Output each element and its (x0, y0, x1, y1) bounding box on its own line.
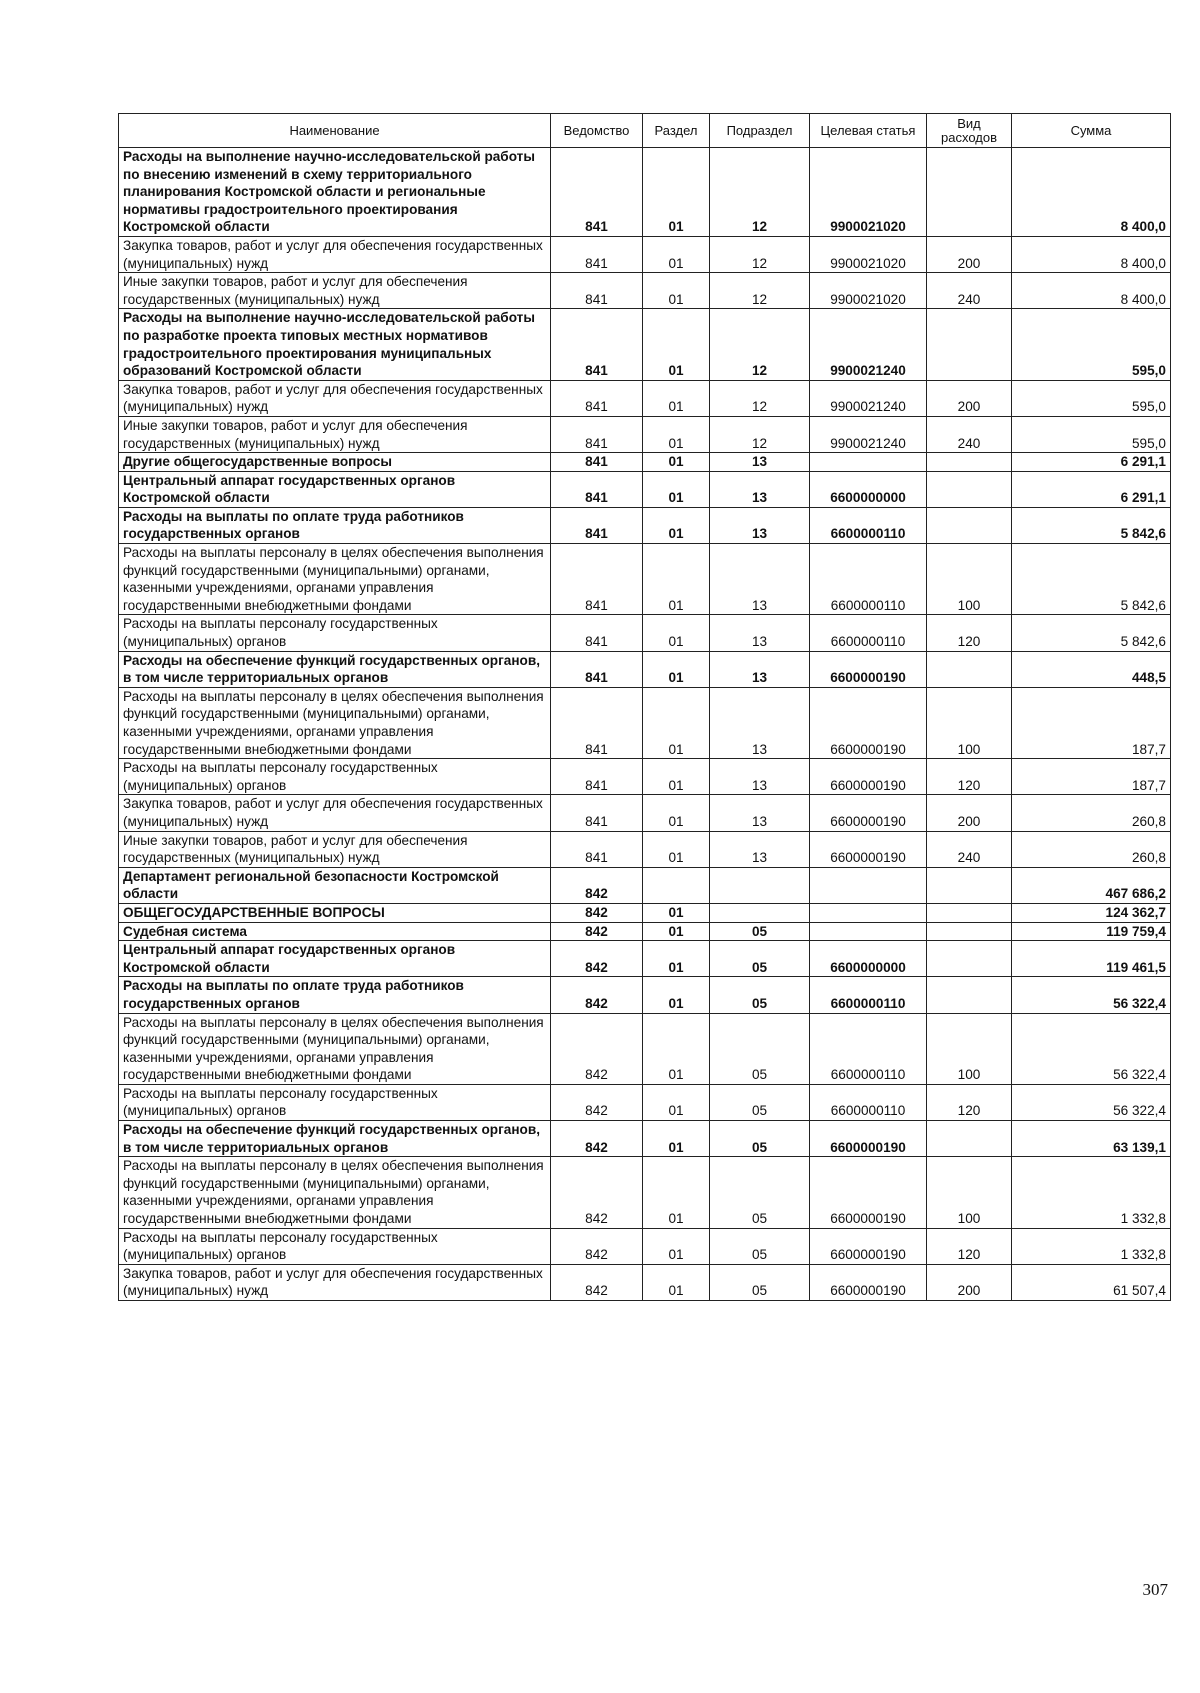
cell-vedomstvo: 841 (551, 380, 643, 416)
cell-razdel: 01 (643, 759, 710, 795)
table-row (119, 273, 1171, 309)
cell-summa: 1 332,8 (1012, 1228, 1171, 1264)
header-vid-rashodov: Вид расходов (927, 114, 1012, 148)
cell-razdel: 01 (643, 507, 710, 543)
table-row (119, 380, 1171, 416)
cell-razdel: 01 (643, 309, 710, 380)
cell-vid-rashodov: 100 (927, 544, 1012, 615)
cell-vedomstvo: 841 (551, 416, 643, 452)
cell-summa: 260,8 (1012, 795, 1171, 831)
cell-razdel: 01 (643, 1157, 710, 1228)
cell-summa: 595,0 (1012, 309, 1171, 380)
cell-name: Иные закупки товаров, работ и услуг для обеспечения государственных (муниципальных) нужд (119, 416, 551, 452)
cell-vid-rashodov (927, 1121, 1012, 1157)
cell-celevaya-statya: 6600000190 (810, 1121, 927, 1157)
cell-podrazdel: 12 (710, 148, 810, 237)
cell-vid-rashodov: 120 (927, 1084, 1012, 1120)
cell-razdel: 01 (643, 651, 710, 687)
cell-celevaya-statya: 9900021020 (810, 273, 927, 309)
cell-name: Расходы на выполнение научно-исследовательской работы по разработке проекта типовых местных нормативов градостроительного проектирования муниципальных образований Костромской области (119, 309, 551, 380)
cell-celevaya-statya: 6600000190 (810, 687, 927, 758)
cell-vid-rashodov: 100 (927, 687, 1012, 758)
cell-name: Центральный аппарат государственных органов Костромской области (119, 941, 551, 977)
cell-name: Закупка товаров, работ и услуг для обеспечения государственных (муниципальных) нужд (119, 1264, 551, 1300)
cell-podrazdel: 13 (710, 615, 810, 651)
cell-name: Департамент региональной безопасности Костромской области (119, 867, 551, 903)
table-row (119, 687, 1171, 758)
table-row (119, 922, 1171, 941)
cell-vedomstvo: 842 (551, 903, 643, 922)
cell-name: Расходы на выплаты персоналу государственных (муниципальных) органов (119, 759, 551, 795)
cell-vedomstvo: 841 (551, 507, 643, 543)
table-row (119, 309, 1171, 380)
cell-celevaya-statya: 6600000190 (810, 1264, 927, 1300)
header-razdel: Раздел (643, 114, 710, 148)
table-row (119, 941, 1171, 977)
table-row (119, 615, 1171, 651)
header-vedomstvo: Ведомство (551, 114, 643, 148)
cell-summa: 63 139,1 (1012, 1121, 1171, 1157)
cell-podrazdel: 13 (710, 831, 810, 867)
cell-podrazdel: 12 (710, 236, 810, 272)
cell-celevaya-statya: 6600000190 (810, 759, 927, 795)
cell-name: Иные закупки товаров, работ и услуг для обеспечения государственных (муниципальных) нужд (119, 273, 551, 309)
table-row (119, 148, 1171, 237)
cell-summa: 260,8 (1012, 831, 1171, 867)
cell-vedomstvo: 841 (551, 471, 643, 507)
cell-celevaya-statya: 6600000110 (810, 977, 927, 1013)
cell-podrazdel (710, 903, 810, 922)
cell-vid-rashodov (927, 453, 1012, 472)
cell-vid-rashodov: 120 (927, 615, 1012, 651)
table-row (119, 1264, 1171, 1300)
cell-podrazdel: 13 (710, 507, 810, 543)
cell-vid-rashodov: 200 (927, 380, 1012, 416)
cell-summa: 119 759,4 (1012, 922, 1171, 941)
cell-summa: 56 322,4 (1012, 1084, 1171, 1120)
cell-vedomstvo: 841 (551, 453, 643, 472)
cell-celevaya-statya: 6600000190 (810, 651, 927, 687)
cell-podrazdel: 05 (710, 1228, 810, 1264)
cell-celevaya-statya: 9900021020 (810, 236, 927, 272)
cell-summa: 6 291,1 (1012, 471, 1171, 507)
cell-celevaya-statya (810, 867, 927, 903)
table-row (119, 1228, 1171, 1264)
cell-summa: 595,0 (1012, 416, 1171, 452)
cell-podrazdel: 13 (710, 544, 810, 615)
cell-vedomstvo: 842 (551, 1121, 643, 1157)
cell-razdel: 01 (643, 380, 710, 416)
cell-vedomstvo: 842 (551, 977, 643, 1013)
cell-name: Другие общегосударственные вопросы (119, 453, 551, 472)
cell-summa: 5 842,6 (1012, 544, 1171, 615)
cell-razdel: 01 (643, 544, 710, 615)
cell-vedomstvo: 842 (551, 1157, 643, 1228)
cell-summa: 8 400,0 (1012, 236, 1171, 272)
table-row (119, 759, 1171, 795)
cell-razdel: 01 (643, 977, 710, 1013)
cell-name: Иные закупки товаров, работ и услуг для обеспечения государственных (муниципальных) нужд (119, 831, 551, 867)
cell-name: ОБЩЕГОСУДАРСТВЕННЫЕ ВОПРОСЫ (119, 903, 551, 922)
cell-name: Расходы на выплаты персоналу в целях обеспечения выполнения функций государственными (муниципальными) органами, казенными учреждениями, органами управления государственными внебюджетными фондами (119, 1013, 551, 1084)
cell-celevaya-statya: 6600000000 (810, 471, 927, 507)
cell-podrazdel: 13 (710, 687, 810, 758)
cell-podrazdel: 05 (710, 941, 810, 977)
cell-podrazdel: 13 (710, 651, 810, 687)
table-row (119, 977, 1171, 1013)
header-podrazdel: Подраздел (710, 114, 810, 148)
cell-celevaya-statya: 6600000110 (810, 615, 927, 651)
cell-summa: 1 332,8 (1012, 1157, 1171, 1228)
cell-razdel: 01 (643, 922, 710, 941)
table-row (119, 1157, 1171, 1228)
cell-vedomstvo: 842 (551, 1264, 643, 1300)
cell-vid-rashodov: 100 (927, 1013, 1012, 1084)
table-row (119, 507, 1171, 543)
cell-celevaya-statya: 9900021240 (810, 416, 927, 452)
cell-vedomstvo: 842 (551, 1228, 643, 1264)
cell-name: Расходы на выполнение научно-исследовательской работы по внесению изменений в схему территориального планирования Костромской области и региональные нормативы градостроительного проектирования Костромской области (119, 148, 551, 237)
cell-razdel: 01 (643, 831, 710, 867)
cell-summa: 61 507,4 (1012, 1264, 1171, 1300)
table-row (119, 416, 1171, 452)
cell-razdel: 01 (643, 1121, 710, 1157)
cell-name: Центральный аппарат государственных органов Костромской области (119, 471, 551, 507)
budget-table (118, 113, 1171, 1301)
cell-summa: 56 322,4 (1012, 1013, 1171, 1084)
table-row (119, 831, 1171, 867)
cell-vedomstvo: 842 (551, 1013, 643, 1084)
cell-razdel: 01 (643, 903, 710, 922)
cell-vid-rashodov (927, 922, 1012, 941)
table-row (119, 544, 1171, 615)
cell-vid-rashodov (927, 651, 1012, 687)
cell-razdel: 01 (643, 615, 710, 651)
table-row (119, 1121, 1171, 1157)
cell-vid-rashodov: 100 (927, 1157, 1012, 1228)
cell-name: Расходы на выплаты персоналу в целях обеспечения выполнения функций государственными (муниципальными) органами, казенными учреждениями, органами управления государственными внебюджетными фондами (119, 1157, 551, 1228)
table-row (119, 471, 1171, 507)
header-row (119, 114, 1171, 148)
cell-razdel: 01 (643, 1084, 710, 1120)
cell-razdel: 01 (643, 941, 710, 977)
cell-name: Расходы на выплаты персоналу в целях обеспечения выполнения функций государственными (муниципальными) органами, казенными учреждениями, органами управления государственными внебюджетными фондами (119, 544, 551, 615)
cell-vedomstvo: 841 (551, 148, 643, 237)
cell-vid-rashodov (927, 471, 1012, 507)
cell-summa: 124 362,7 (1012, 903, 1171, 922)
cell-razdel: 01 (643, 416, 710, 452)
cell-summa: 8 400,0 (1012, 148, 1171, 237)
cell-vid-rashodov: 120 (927, 1228, 1012, 1264)
cell-celevaya-statya: 6600000110 (810, 544, 927, 615)
cell-name: Расходы на выплаты по оплате труда работников государственных органов (119, 977, 551, 1013)
cell-name: Расходы на обеспечение функций государственных органов, в том числе территориальных органов (119, 651, 551, 687)
cell-razdel: 01 (643, 453, 710, 472)
cell-vid-rashodov: 120 (927, 759, 1012, 795)
cell-name: Расходы на выплаты персоналу в целях обеспечения выполнения функций государственными (муниципальными) органами, казенными учреждениями, органами управления государственными внебюджетными фондами (119, 687, 551, 758)
table-row (119, 903, 1171, 922)
cell-vedomstvo: 841 (551, 759, 643, 795)
cell-razdel (643, 867, 710, 903)
cell-vedomstvo: 841 (551, 273, 643, 309)
cell-summa: 5 842,6 (1012, 507, 1171, 543)
cell-vedomstvo: 841 (551, 544, 643, 615)
cell-name: Расходы на выплаты персоналу государственных (муниципальных) органов (119, 615, 551, 651)
cell-name: Закупка товаров, работ и услуг для обеспечения государственных (муниципальных) нужд (119, 795, 551, 831)
cell-summa: 187,7 (1012, 687, 1171, 758)
cell-celevaya-statya: 6600000110 (810, 1013, 927, 1084)
table-row (119, 867, 1171, 903)
cell-razdel: 01 (643, 795, 710, 831)
cell-podrazdel: 12 (710, 309, 810, 380)
cell-vid-rashodov (927, 903, 1012, 922)
cell-razdel: 01 (643, 236, 710, 272)
page-number: 307 (1142, 1580, 1168, 1599)
cell-podrazdel: 13 (710, 471, 810, 507)
cell-celevaya-statya: 9900021020 (810, 148, 927, 237)
cell-vedomstvo: 841 (551, 795, 643, 831)
cell-vedomstvo: 841 (551, 236, 643, 272)
cell-celevaya-statya: 6600000190 (810, 1157, 927, 1228)
table-row (119, 236, 1171, 272)
cell-razdel: 01 (643, 471, 710, 507)
cell-name: Расходы на выплаты по оплате труда работников государственных органов (119, 507, 551, 543)
cell-razdel: 01 (643, 148, 710, 237)
cell-name: Закупка товаров, работ и услуг для обеспечения государственных (муниципальных) нужд (119, 380, 551, 416)
table-row (119, 453, 1171, 472)
cell-podrazdel: 05 (710, 1121, 810, 1157)
cell-celevaya-statya: 6600000190 (810, 1228, 927, 1264)
cell-celevaya-statya (810, 903, 927, 922)
cell-podrazdel: 13 (710, 795, 810, 831)
cell-name: Расходы на выплаты персоналу государственных (муниципальных) органов (119, 1084, 551, 1120)
cell-celevaya-statya: 6600000110 (810, 1084, 927, 1120)
cell-vid-rashodov (927, 941, 1012, 977)
cell-summa: 467 686,2 (1012, 867, 1171, 903)
cell-summa: 595,0 (1012, 380, 1171, 416)
cell-name: Судебная система (119, 922, 551, 941)
cell-podrazdel: 13 (710, 453, 810, 472)
cell-celevaya-statya: 6600000110 (810, 507, 927, 543)
cell-vedomstvo: 842 (551, 941, 643, 977)
table-row (119, 651, 1171, 687)
cell-razdel: 01 (643, 273, 710, 309)
cell-celevaya-statya (810, 922, 927, 941)
cell-name: Закупка товаров, работ и услуг для обеспечения государственных (муниципальных) нужд (119, 236, 551, 272)
cell-razdel: 01 (643, 687, 710, 758)
cell-name: Расходы на выплаты персоналу государственных (муниципальных) органов (119, 1228, 551, 1264)
cell-vid-rashodov (927, 867, 1012, 903)
cell-razdel: 01 (643, 1264, 710, 1300)
cell-summa: 5 842,6 (1012, 615, 1171, 651)
cell-summa: 187,7 (1012, 759, 1171, 795)
cell-vid-rashodov (927, 977, 1012, 1013)
table-row (119, 1084, 1171, 1120)
cell-podrazdel: 05 (710, 1013, 810, 1084)
cell-celevaya-statya (810, 453, 927, 472)
cell-podrazdel: 05 (710, 1157, 810, 1228)
cell-summa: 119 461,5 (1012, 941, 1171, 977)
cell-podrazdel: 05 (710, 1264, 810, 1300)
cell-vid-rashodov: 200 (927, 1264, 1012, 1300)
cell-summa: 8 400,0 (1012, 273, 1171, 309)
cell-podrazdel: 05 (710, 922, 810, 941)
cell-vid-rashodov (927, 309, 1012, 380)
cell-vid-rashodov: 240 (927, 273, 1012, 309)
cell-summa: 448,5 (1012, 651, 1171, 687)
header-summa: Сумма (1012, 114, 1171, 148)
cell-vid-rashodov: 240 (927, 831, 1012, 867)
cell-vid-rashodov: 200 (927, 795, 1012, 831)
cell-vedomstvo: 841 (551, 309, 643, 380)
cell-summa: 56 322,4 (1012, 977, 1171, 1013)
header-celevaya-statya: Целевая статья (810, 114, 927, 148)
table-body (119, 148, 1171, 1301)
cell-celevaya-statya: 6600000190 (810, 795, 927, 831)
cell-vedomstvo: 841 (551, 615, 643, 651)
cell-celevaya-statya: 6600000000 (810, 941, 927, 977)
cell-podrazdel: 05 (710, 977, 810, 1013)
cell-vedomstvo: 841 (551, 831, 643, 867)
cell-vedomstvo: 842 (551, 1084, 643, 1120)
table-row (119, 795, 1171, 831)
cell-celevaya-statya: 6600000190 (810, 831, 927, 867)
cell-podrazdel (710, 867, 810, 903)
cell-podrazdel: 13 (710, 759, 810, 795)
cell-celevaya-statya: 9900021240 (810, 380, 927, 416)
header-name: Наименование (119, 114, 551, 148)
cell-vid-rashodov: 200 (927, 236, 1012, 272)
cell-vedomstvo: 842 (551, 867, 643, 903)
cell-podrazdel: 12 (710, 273, 810, 309)
cell-podrazdel: 05 (710, 1084, 810, 1120)
cell-vedomstvo: 841 (551, 687, 643, 758)
table-row (119, 1013, 1171, 1084)
cell-vedomstvo: 842 (551, 922, 643, 941)
cell-name: Расходы на обеспечение функций государственных органов, в том числе территориальных органов (119, 1121, 551, 1157)
cell-podrazdel: 12 (710, 380, 810, 416)
cell-razdel: 01 (643, 1228, 710, 1264)
cell-podrazdel: 12 (710, 416, 810, 452)
cell-vid-rashodov (927, 148, 1012, 237)
cell-vid-rashodov (927, 507, 1012, 543)
cell-summa: 6 291,1 (1012, 453, 1171, 472)
cell-razdel: 01 (643, 1013, 710, 1084)
cell-vid-rashodov: 240 (927, 416, 1012, 452)
cell-celevaya-statya: 9900021240 (810, 309, 927, 380)
cell-vedomstvo: 841 (551, 651, 643, 687)
